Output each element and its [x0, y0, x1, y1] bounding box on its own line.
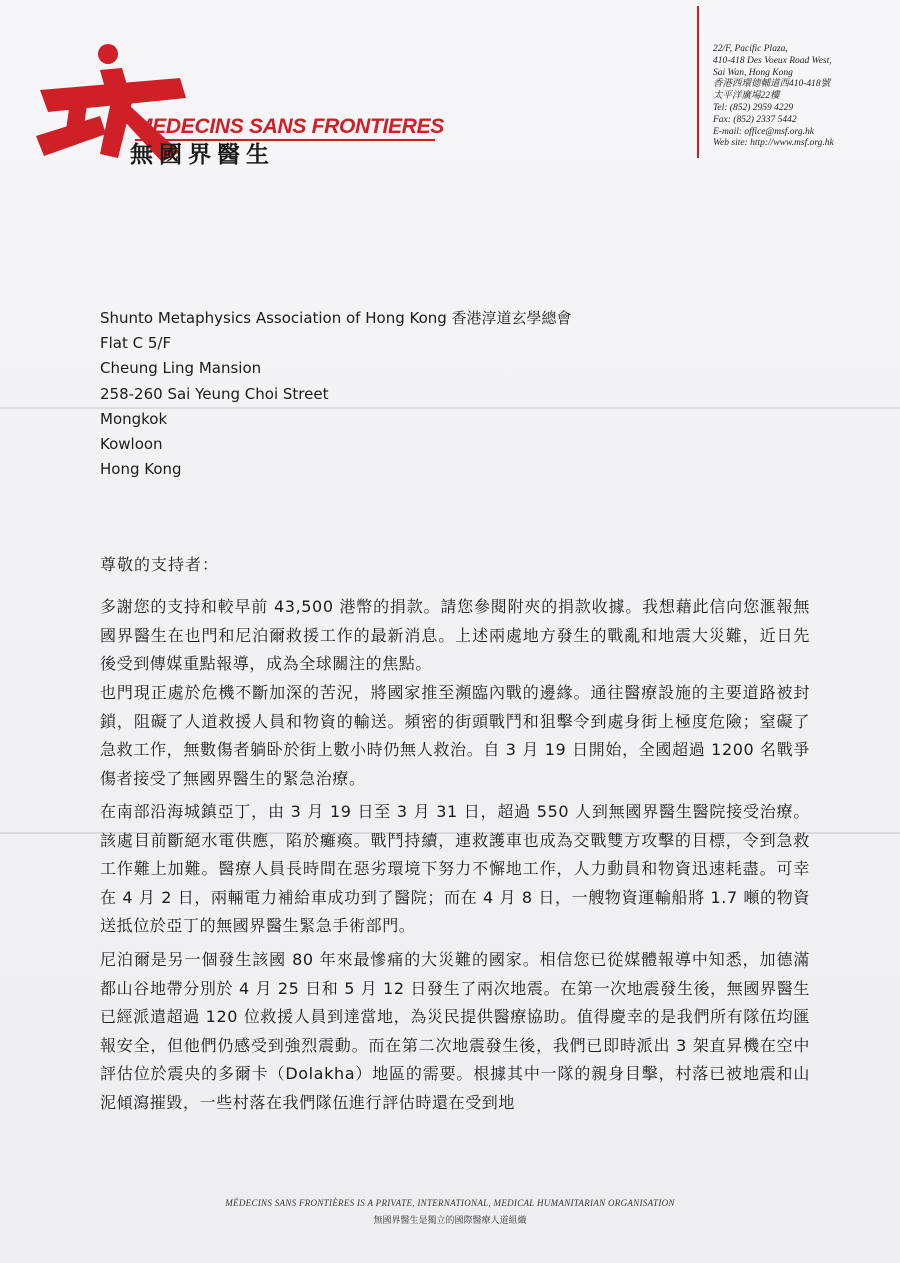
- address-line: 410-418 Des Voeux Road West,: [713, 55, 832, 66]
- recipient-line: Mongkok: [100, 409, 168, 428]
- recipient-line: Hong Kong: [100, 460, 182, 479]
- address-line: 香港西環德輔道西410-418號: [713, 79, 831, 90]
- recipient-line: 258-260 Sai Yeung Choi Street: [100, 384, 329, 403]
- address-line: 22/F, Pacific Plaza,: [713, 44, 788, 54]
- address-line: Sai Wan, Hong Kong: [713, 67, 793, 78]
- address-line: Tel: (852) 2959 4229: [713, 102, 794, 113]
- org-name-cn: 無國界醫生: [130, 142, 275, 168]
- footer-tagline-cn: 無國界醫生是獨立的國際醫療人道組織: [373, 1216, 527, 1226]
- org-address-block: [713, 44, 893, 150]
- org-name-en: MEDECINS SANS FRONTIERES: [135, 115, 475, 141]
- recipient-line: Kowloon: [100, 435, 163, 454]
- address-line: Web site: http://www.msf.org.hk: [713, 138, 834, 149]
- recipient-address: [100, 306, 800, 482]
- body-paragraph: 多謝您的支持和較早前 43,500 港幣的捐款。請您參閱附夾的捐款收據。我想藉此信向您滙報無國界醫生在也門和尼泊爾救援工作的最新消息。上述兩處地方發生的戰亂和地震大災難，近日先後受到傳媒重點報導，成為全球關注的焦點。: [100, 597, 810, 673]
- body-paragraph: 尼泊爾是另一個發生該國 80 年來最慘痛的大災難的國家。相信您已從媒體報導中知悉，加德滿都山谷地帶分別於 4 月 25 日和 5 月 12 日發生了兩次地震。在第一次地震發生後，無國界醫生已經派遣超過 120 位救援人員到達當地，為災民提供醫療協助。值得慶幸的是我們所有隊伍均匯報安全，但他們仍感受到強烈震動。而在第二次地震發生後，我們已即時派出 3 架直昇機在空中評估位於震央的多爾卡（Dolakha）地區的需要。根據其中一隊的親身目擊，村落已被地震和山泥傾瀉摧毀，一些村落在我們隊伍進行評估時還在受到地: [100, 950, 810, 1112]
- recipient-line: Flat C 5/F: [100, 334, 172, 353]
- address-line: Fax: (852) 2337 5442: [713, 114, 797, 125]
- salutation: 尊敬的支持者：: [100, 555, 220, 574]
- recipient-line: Cheung Ling Mansion: [100, 359, 262, 378]
- address-line: E-mail: office@msf.org.hk: [713, 126, 814, 137]
- address-line: 太平洋廣場22樓: [713, 91, 780, 102]
- body-paragraph: 也門現正處於危機不斷加深的苦況，將國家推至瀕臨內戰的邊緣。通往醫療設施的主要道路被封鎖，阻礙了人道救援人員和物資的輸送。頻密的街頭戰鬥和狙擊令到處身街上極度危險；窒礙了急救工作，無數傷者躺卧於街上數小時仍無人救治。自 3 月 19 日開始，全國超過 1200 名戰爭傷者接受了無國界醫生的緊急治療。: [100, 683, 810, 788]
- recipient-line: Shunto Metaphysics Association of Hong Kong 香港淳道玄學總會: [100, 309, 572, 327]
- footer-tagline-en: MÉDECINS SANS FRONTIÈRES IS A PRIVATE, INTERNATIONAL, MEDICAL HUMANITARIAN ORGANISATION: [225, 1198, 675, 1208]
- body-paragraph: 在南部沿海城鎮亞丁，由 3 月 19 日至 3 月 31 日，超過 550 人到無國界醫生醫院接受治療。該處目前斷絕水電供應，陷於癱瘓。戰鬥持續，連救護車也成為交戰雙方攻擊的目標，令到急救工作難上加難。醫療人員長時間在惡劣環境下努力不懈地工作，人力動員和物資迅速耗盡。可幸在 4 月 2 日，兩輛電力補給車成功到了醫院；而在 4 月 8 日，一艘物資運輸船將 1.7 噸的物資送抵位於亞丁的無國界醫生緊急手術部門。: [100, 802, 810, 935]
- letterhead-divider: [697, 6, 699, 158]
